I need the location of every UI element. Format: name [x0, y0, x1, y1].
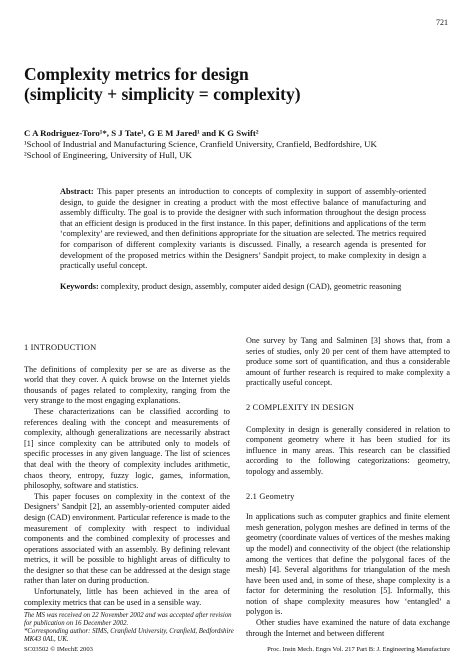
- right-column: [246, 336, 450, 639]
- subsection-heading-geometry: 2.1 Geometry: [246, 491, 295, 501]
- intro-paragraph-1: The definitions of complexity per se are as diverse as the world that they cover. A quick browse on the Internet yields thousands of pages related to complexity, ranging from the very strange to the most engaging explanations.: [24, 364, 230, 406]
- abstract-block: [60, 187, 426, 302]
- footnotes: [24, 612, 234, 644]
- affiliation-2: ²School of Engineering, University of Hull, UK: [24, 150, 192, 160]
- section-heading-introduction: 1 INTRODUCTION: [24, 343, 97, 352]
- keywords-label: Keywords:: [60, 281, 99, 291]
- footer-right: Proc. Instn Mech. Engrs Vol. 217 Part B: J. Engineering Manufacture: [267, 646, 450, 653]
- keywords-text: complexity, product design, assembly, computer aided design (CAD), geometric reasoning: [100, 281, 402, 291]
- intro-paragraph-4: Unfortunately, little has been achieved in the area of complexity metrics that can be used in a sensible way.: [24, 587, 230, 607]
- left-column: [24, 343, 230, 608]
- section-heading-complexity-in-design: 2 COMPLEXITY IN DESIGN: [246, 402, 355, 412]
- geometry-paragraph-1: In applications such as computer graphics and finite element mesh generation, polygon meshes are defined in terms of the geometry (coordinate values of vertices of the meshes making up the model) and connectivity of the object (the relationship among the vertices that define the polygonal faces of the mesh) [4]. Several algorithms for triangulation of the mesh have been used and, in some of these, shape complexity is a factor for determining the resolution [5]. Informally, this notion of shape complexity measures how ‘entangled’ a polygon is.: [246, 512, 450, 617]
- paper-title: [24, 64, 301, 104]
- complexity-design-paragraph: Complexity in design is generally considered in relation to component geometry where it has been studied for its influence in many areas. This research can be classified according to the following categorizations: geometry, topology and assembly.: [246, 424, 450, 476]
- keywords-paragraph: [60, 282, 426, 293]
- page-number: 721: [436, 18, 448, 27]
- page-footer: [24, 646, 450, 653]
- intro-paragraph-3: This paper focuses on complexity in the context of the Designers’ Sandpit [2], an assembly-oriented computer aided design (CAD) environment. Particular reference is made to the measurement of complexity with respect to individual components and the combined complexity of processes and operations associated with an assembly. By defining relevant metrics, it will be possible to highlight areas of difficulty to the designer so that these can be addressed at the design stage rather than later on during production.: [24, 491, 230, 586]
- right-intro-paragraph: One survey by Tang and Salminen [3] shows that, from a series of studies, only 20 per cent of them have attempted to produce some sort of quantification, and thus a considerable amount of further research is required to make complexity a practically useful concept.: [246, 336, 450, 388]
- footnote-divider: [24, 609, 124, 610]
- affiliation-1: ¹School of Industrial and Manufacturing Science, Cranfield University, Cranfield, Bedfordshire, UK: [24, 139, 377, 149]
- intro-paragraph-2: These characterizations can be classified according to references dealing with the concept and measurements of complexity, although generalizations are necessarily abstract [1] since complexity can be attributed only to models of specific processes in any given language. The list of sciences that deal with the theory of complexity includes arithmetic, chaos theory, entropy, fuzzy logic, games, information, philosophy, software and statistics.: [24, 406, 230, 491]
- title-line-2: (simplicity + simplicity = complexity): [24, 84, 301, 104]
- author-block: [24, 128, 377, 161]
- abstract-label: Abstract:: [60, 187, 94, 196]
- geometry-paragraph-2: Other studies have examined the nature of data exchange through the Internet and between different: [246, 618, 450, 638]
- footnote-received: The MS was received on 22 November 2002 and was accepted after revision for publication on 16 December 2002.: [24, 612, 232, 627]
- title-line-1: Complexity metrics for design: [24, 64, 249, 84]
- abstract-paragraph: [60, 187, 426, 272]
- abstract-text: This paper presents an introduction to concepts of complexity in support of assembly-oriented design, to guide the designer in creating a product with the most effective balance of manufacturing and assembly difficulty. The goal is to provide the designer with such information throughout the design process that an efficient design is produced in the first instance. In this paper, definitions and applications of the term ‘complexity’ are reviewed, and then definitions appropriate for the situation are selected. The metrics required for comparison of different complexity variants is discussed. Finally, a research agenda is presented for development of the proposed metrics within the Designers’ Sandpit project, to make complexity in design a practically useful concept.: [60, 187, 426, 271]
- footnote-corresponding: *Corresponding author: SIMS, Cranfield University, Cranfield, Bedfordshire MK43 0AL, UK.: [24, 628, 234, 643]
- author-list: C A Rodriguez-Toro¹*, S J Tate¹, G E M Jared¹ and K G Swift²: [24, 128, 259, 138]
- footer-left: SC03502 © IMechE 2003: [24, 646, 93, 653]
